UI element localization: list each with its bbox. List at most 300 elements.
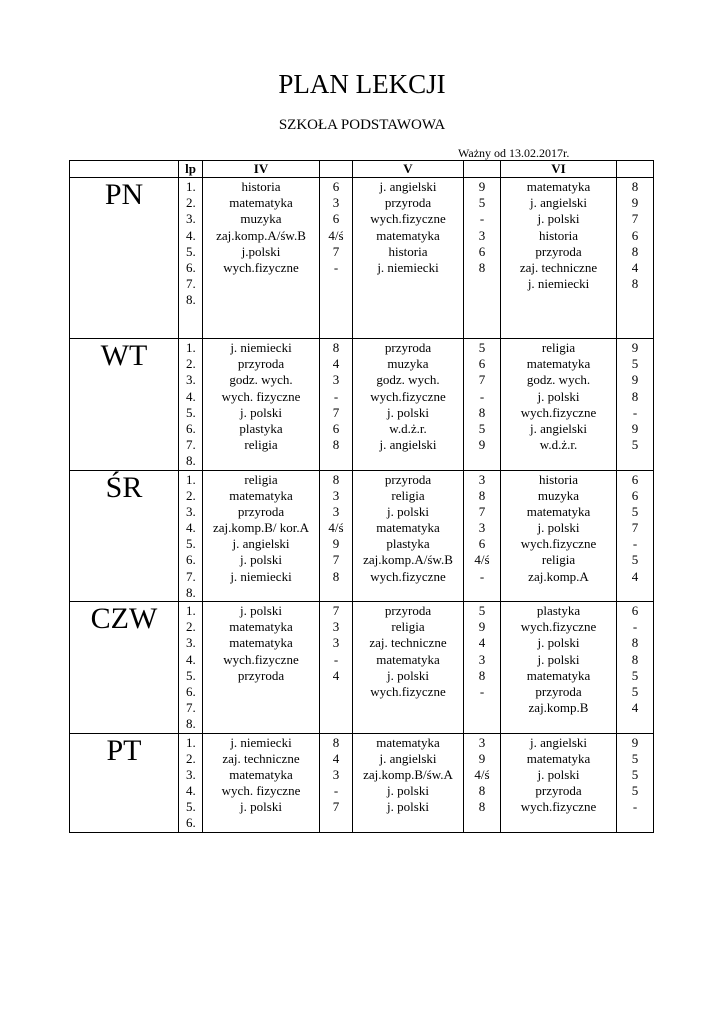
cell-entry: 7. xyxy=(186,700,196,716)
class-iv-subjects xyxy=(203,178,320,339)
cell-entry: 4 xyxy=(631,259,639,275)
cell-entry: wych.fizyczne xyxy=(370,388,446,404)
cell-entry: 4/ś xyxy=(328,520,344,536)
cell-entry: 4. xyxy=(186,227,196,243)
cell-entry: 7 xyxy=(332,243,340,259)
cell-entry: 5 xyxy=(631,683,639,699)
cell-entry: 3 xyxy=(478,651,486,667)
cell-entry: 5 xyxy=(631,437,639,453)
cell-entry: 7 xyxy=(332,799,340,815)
cell-entry: 6. xyxy=(186,683,196,699)
cell-entry: 3. xyxy=(186,766,196,782)
school-name: SZKOŁA PODSTAWOWA xyxy=(278,117,446,133)
lesson-numbers xyxy=(179,339,203,471)
class-vi-rooms xyxy=(617,178,654,339)
cell-entry: 4. xyxy=(186,388,196,404)
cell-entry: plastyka xyxy=(536,603,581,618)
cell-entry: historia xyxy=(388,243,428,259)
header-class-vi: VI xyxy=(501,161,617,178)
cell-entry: 2. xyxy=(186,750,196,766)
class-vi-subjects xyxy=(501,178,617,339)
cell-entry: 7 xyxy=(332,552,340,568)
cell-entry xyxy=(464,716,500,732)
cell-entry: historia xyxy=(241,179,281,194)
cell-entry: j. angielski xyxy=(232,536,290,552)
class-vi-rooms xyxy=(617,470,654,602)
cell-entry: matematyka xyxy=(376,520,440,536)
cell-entry: wych.fizyczne xyxy=(223,651,299,667)
cell-entry: 4. xyxy=(186,651,196,667)
cell-entry: 8 xyxy=(478,404,486,420)
cell-entry: 8 xyxy=(478,783,486,799)
cell-entry: - xyxy=(333,651,339,667)
cell-entry: przyroda xyxy=(384,603,432,618)
class-vi-subjects xyxy=(501,339,617,471)
cell-entry: 3 xyxy=(332,619,340,635)
cell-entry: matematyka xyxy=(376,734,440,750)
cell-entry: 6 xyxy=(478,243,486,259)
cell-entry xyxy=(617,292,653,308)
cell-entry: 1. xyxy=(186,471,196,487)
cell-entry: 6 xyxy=(478,356,486,372)
cell-entry xyxy=(203,453,319,469)
cell-entry: 4. xyxy=(186,520,196,536)
cell-entry: w.d.ż.r. xyxy=(389,420,427,436)
cell-entry: j. angielski xyxy=(379,750,437,766)
cell-entry: 9 xyxy=(631,195,639,211)
cell-entry xyxy=(320,815,352,831)
cell-entry xyxy=(501,716,616,732)
cell-entry xyxy=(203,700,319,716)
cell-entry: wych.fizyczne xyxy=(520,799,597,815)
cell-entry: zaj.komp.A/św.B xyxy=(363,552,453,568)
cell-entry: muzyka xyxy=(240,211,282,227)
cell-entry: 9 xyxy=(631,420,639,436)
cell-entry: religia xyxy=(391,619,425,635)
cell-entry: matematyka xyxy=(376,651,440,667)
class-vi-subjects xyxy=(501,733,617,832)
cell-entry: przyroda xyxy=(535,783,582,799)
cell-entry xyxy=(353,700,463,716)
class-v-subjects xyxy=(353,602,464,734)
cell-entry: 7 xyxy=(478,372,486,388)
cell-entry xyxy=(353,585,463,601)
header-day xyxy=(70,161,179,178)
cell-entry: 5 xyxy=(478,420,486,436)
cell-entry: 4/ś xyxy=(474,552,490,568)
cell-entry: 9 xyxy=(631,372,639,388)
cell-entry xyxy=(203,276,319,292)
cell-entry: religia xyxy=(541,340,576,355)
timetable xyxy=(69,160,654,833)
cell-entry: j. polski xyxy=(537,211,580,227)
cell-entry: j. polski xyxy=(240,552,282,568)
cell-entry: 8 xyxy=(478,799,486,815)
header-class-iv: IV xyxy=(203,161,320,178)
cell-entry xyxy=(464,815,500,831)
cell-entry: zaj. techniczne xyxy=(369,635,447,651)
class-iv-rooms xyxy=(320,470,353,602)
cell-entry: 3 xyxy=(332,487,340,503)
cell-entry: historia xyxy=(539,471,578,487)
cell-entry: 5 xyxy=(478,340,486,355)
class-iv-rooms xyxy=(320,602,353,734)
class-v-rooms xyxy=(464,339,501,471)
cell-entry: j. polski xyxy=(240,603,282,618)
cell-entry: matematyka xyxy=(229,635,293,651)
cell-entry: 3 xyxy=(478,734,486,750)
cell-entry: godz. wych. xyxy=(526,372,591,388)
cell-entry: 9 xyxy=(332,536,340,552)
cell-entry: 8. xyxy=(186,453,196,469)
cell-entry xyxy=(203,684,319,700)
cell-entry xyxy=(353,716,463,732)
cell-entry: przyroda xyxy=(535,683,582,699)
cell-entry: 8 xyxy=(332,471,340,487)
day-label: WT xyxy=(70,339,179,471)
cell-entry: 8 xyxy=(478,667,486,683)
cell-entry xyxy=(320,453,352,469)
cell-entry: 4 xyxy=(332,356,340,372)
cell-entry: 2. xyxy=(186,487,196,503)
lesson-numbers xyxy=(179,178,203,339)
class-iv-rooms xyxy=(320,339,353,471)
day-label: CZW xyxy=(70,602,179,734)
cell-entry: 9 xyxy=(478,437,486,453)
cell-entry: przyroda xyxy=(237,667,285,683)
cell-entry: 5. xyxy=(186,536,196,552)
cell-entry: j. polski xyxy=(387,667,429,683)
cell-entry: 5 xyxy=(631,750,639,766)
cell-entry: - xyxy=(333,259,339,275)
cell-entry: j. niemiecki xyxy=(230,568,292,584)
cell-entry: 7. xyxy=(186,568,196,584)
cell-entry xyxy=(464,585,500,601)
cell-entry xyxy=(203,716,319,732)
cell-entry xyxy=(617,453,653,469)
cell-entry xyxy=(320,292,352,308)
lesson-numbers xyxy=(179,602,203,734)
cell-entry: 7 xyxy=(631,520,639,536)
cell-entry: j. angielski xyxy=(529,420,588,436)
class-iv-rooms xyxy=(320,178,353,339)
cell-entry xyxy=(617,716,653,732)
cell-entry xyxy=(353,292,463,308)
cell-entry: j. polski xyxy=(387,799,429,815)
cell-entry: j.polski xyxy=(241,243,281,259)
cell-entry: zaj.komp.A xyxy=(528,568,589,584)
cell-entry: 8 xyxy=(332,340,340,355)
cell-entry xyxy=(464,700,500,716)
cell-entry: - xyxy=(632,404,638,420)
cell-entry: j. niemiecki xyxy=(230,734,292,750)
cell-entry: godz. wych. xyxy=(229,372,293,388)
cell-entry: 8 xyxy=(631,651,639,667)
cell-entry: - xyxy=(479,683,485,699)
cell-entry xyxy=(203,585,319,601)
cell-entry: 6 xyxy=(631,471,639,487)
cell-entry: 6 xyxy=(631,227,639,243)
class-iv-subjects xyxy=(203,339,320,471)
cell-entry xyxy=(353,276,463,292)
cell-entry: plastyka xyxy=(239,420,283,436)
cell-entry: 1. xyxy=(186,603,196,618)
cell-entry: matematyka xyxy=(376,227,440,243)
cell-entry: 5 xyxy=(631,503,639,519)
cell-entry xyxy=(501,815,616,831)
cell-entry: zaj.komp.A/św.B xyxy=(216,227,306,243)
cell-entry: 4 xyxy=(631,700,639,716)
cell-entry: 6 xyxy=(631,487,639,503)
cell-entry xyxy=(501,292,616,308)
cell-entry: religia xyxy=(391,487,425,503)
cell-entry: przyroda xyxy=(237,356,285,372)
cell-entry: 8 xyxy=(332,437,340,453)
class-iv-subjects xyxy=(203,470,320,602)
cell-entry xyxy=(501,453,616,469)
cell-entry: - xyxy=(479,211,485,227)
cell-entry: 6. xyxy=(186,259,196,275)
cell-entry: zaj. techniczne xyxy=(519,259,598,275)
lesson-numbers xyxy=(179,733,203,832)
valid-date: Ważny od 13.02.2017r. xyxy=(458,146,570,160)
class-vi-rooms xyxy=(617,339,654,471)
cell-entry: - xyxy=(632,536,638,552)
cell-entry: 3 xyxy=(332,766,340,782)
cell-entry: 8 xyxy=(631,179,639,194)
cell-entry xyxy=(353,815,463,831)
cell-entry: 9 xyxy=(478,179,486,194)
cell-entry: w.d.ż.r. xyxy=(539,437,578,453)
cell-entry: j. polski xyxy=(240,404,282,420)
cell-entry: wych.fizyczne xyxy=(223,259,299,275)
day-label: PT xyxy=(70,733,179,832)
cell-entry: wych. fizyczne xyxy=(221,388,301,404)
cell-entry: matematyka xyxy=(229,195,293,211)
cell-entry: wych.fizyczne xyxy=(370,568,446,584)
cell-entry: j. polski xyxy=(387,503,429,519)
day-row xyxy=(70,178,654,339)
cell-entry: 6. xyxy=(186,815,196,831)
cell-entry: wych.fizyczne xyxy=(370,683,446,699)
cell-entry: 8 xyxy=(631,635,639,651)
cell-entry: 8. xyxy=(186,584,196,600)
cell-entry: 4 xyxy=(478,635,486,651)
cell-entry: godz. wych. xyxy=(376,372,440,388)
cell-entry: 8 xyxy=(478,487,486,503)
cell-entry: matematyka xyxy=(526,179,591,194)
cell-entry: j. polski xyxy=(537,520,580,536)
cell-entry xyxy=(203,292,319,308)
cell-entry: 6 xyxy=(332,420,340,436)
cell-entry: przyroda xyxy=(237,503,285,519)
cell-entry: 3 xyxy=(478,520,486,536)
header-lp: lp xyxy=(179,161,203,178)
cell-entry: 8 xyxy=(631,388,639,404)
cell-entry: j. polski xyxy=(537,766,580,782)
cell-entry: j. polski xyxy=(240,799,282,815)
day-row xyxy=(70,470,654,602)
cell-entry: 7 xyxy=(631,211,639,227)
cell-entry: j. polski xyxy=(387,404,429,420)
class-vi-subjects xyxy=(501,602,617,734)
class-iv-subjects xyxy=(203,602,320,734)
cell-entry: j. angielski xyxy=(529,195,588,211)
cell-entry: 4/ś xyxy=(328,227,344,243)
cell-entry: 6 xyxy=(332,179,340,194)
cell-entry: matematyka xyxy=(526,503,591,519)
cell-entry: 1. xyxy=(186,179,196,194)
cell-entry: przyroda xyxy=(384,195,432,211)
cell-entry: - xyxy=(479,388,485,404)
cell-entry: 3 xyxy=(478,471,486,487)
cell-entry: 6. xyxy=(186,420,196,436)
cell-entry: 5 xyxy=(478,603,486,618)
cell-entry: j. niemiecki xyxy=(230,340,292,355)
cell-entry: 3. xyxy=(186,503,196,519)
day-row xyxy=(70,602,654,734)
cell-entry: 8 xyxy=(332,568,340,584)
cell-entry: 9 xyxy=(478,619,486,635)
cell-entry: przyroda xyxy=(384,340,432,355)
cell-entry: 3 xyxy=(332,372,340,388)
cell-entry: - xyxy=(632,799,638,815)
cell-entry: 5 xyxy=(631,552,639,568)
cell-entry: 6 xyxy=(631,603,639,618)
cell-entry: 8. xyxy=(186,292,196,308)
cell-entry: wych.fizyczne xyxy=(520,619,597,635)
cell-entry: zaj.komp.B/św.A xyxy=(363,766,453,782)
cell-entry: muzyka xyxy=(537,487,580,503)
cell-entry: religia xyxy=(244,437,278,453)
day-row xyxy=(70,733,654,832)
cell-entry: 7 xyxy=(332,404,340,420)
cell-entry xyxy=(203,815,319,831)
cell-entry: - xyxy=(479,568,485,584)
class-iv-rooms xyxy=(320,733,353,832)
cell-entry: historia xyxy=(539,227,578,243)
cell-entry xyxy=(320,585,352,601)
cell-entry: zaj. techniczne xyxy=(222,750,300,766)
cell-entry: 7 xyxy=(478,503,486,519)
class-vi-rooms xyxy=(617,733,654,832)
cell-entry: przyroda xyxy=(384,471,432,487)
cell-entry: j. angielski xyxy=(529,734,588,750)
cell-entry: 5 xyxy=(631,766,639,782)
cell-entry: - xyxy=(333,783,339,799)
cell-entry: j. angielski xyxy=(379,437,437,453)
cell-entry: 2. xyxy=(186,195,196,211)
cell-entry xyxy=(617,585,653,601)
cell-entry: 8 xyxy=(631,243,639,259)
cell-entry: 3 xyxy=(478,227,486,243)
cell-entry: 4 xyxy=(631,568,639,584)
cell-entry: j. angielski xyxy=(379,179,437,194)
class-v-subjects xyxy=(353,470,464,602)
header-class-v: V xyxy=(353,161,464,178)
cell-entry: 5. xyxy=(186,404,196,420)
header-row xyxy=(70,161,654,178)
cell-entry: matematyka xyxy=(229,619,293,635)
cell-entry: matematyka xyxy=(526,356,591,372)
cell-entry: wych. fizyczne xyxy=(221,783,301,799)
header-room-v xyxy=(464,161,501,178)
class-v-subjects xyxy=(353,733,464,832)
cell-entry: j. polski xyxy=(537,651,580,667)
class-v-subjects xyxy=(353,339,464,471)
cell-entry: 2. xyxy=(186,356,196,372)
cell-entry xyxy=(320,684,352,700)
cell-entry: 5 xyxy=(631,783,639,799)
cell-entry: 5. xyxy=(186,243,196,259)
cell-entry xyxy=(501,585,616,601)
cell-entry: muzyka xyxy=(387,356,429,372)
cell-entry: 9 xyxy=(631,340,639,355)
cell-entry: 3 xyxy=(332,635,340,651)
cell-entry: 5 xyxy=(631,667,639,683)
class-v-subjects xyxy=(353,178,464,339)
cell-entry: matematyka xyxy=(229,487,293,503)
class-v-rooms xyxy=(464,470,501,602)
day-label: PN xyxy=(70,178,179,339)
cell-entry: 6 xyxy=(478,536,486,552)
day-label: ŚR xyxy=(70,470,179,602)
cell-entry: religia xyxy=(541,552,576,568)
cell-entry: zaj.komp.B/ kor.A xyxy=(212,520,310,536)
cell-entry: j. niemiecki xyxy=(377,259,439,275)
cell-entry: matematyka xyxy=(526,667,591,683)
cell-entry: 3 xyxy=(332,503,340,519)
cell-entry: zaj.komp.B xyxy=(528,700,589,716)
class-iv-subjects xyxy=(203,733,320,832)
cell-entry: - xyxy=(333,388,339,404)
class-vi-rooms xyxy=(617,602,654,734)
cell-entry: 4/ś xyxy=(474,766,490,782)
cell-entry: 7 xyxy=(332,603,340,618)
cell-entry: wych.fizyczne xyxy=(370,211,446,227)
cell-entry: 3. xyxy=(186,372,196,388)
cell-entry: przyroda xyxy=(535,243,582,259)
page-title: PLAN LEKCJI xyxy=(278,69,446,99)
cell-entry xyxy=(464,276,500,292)
cell-entry: - xyxy=(632,619,638,635)
cell-entry: plastyka xyxy=(386,536,430,552)
cell-entry: 7. xyxy=(186,437,196,453)
cell-entry xyxy=(320,716,352,732)
cell-entry: matematyka xyxy=(526,750,591,766)
cell-entry: matematyka xyxy=(229,766,293,782)
cell-entry xyxy=(464,292,500,308)
cell-entry: 6 xyxy=(332,211,340,227)
cell-entry: wych.fizyczne xyxy=(520,404,597,420)
cell-entry xyxy=(320,700,352,716)
class-vi-subjects xyxy=(501,470,617,602)
cell-entry: 4 xyxy=(332,750,340,766)
cell-entry: 5 xyxy=(478,195,486,211)
header-room-iv xyxy=(320,161,353,178)
cell-entry: 4. xyxy=(186,783,196,799)
cell-entry: 1. xyxy=(186,340,196,355)
cell-entry: 1. xyxy=(186,734,196,750)
cell-entry: j. polski xyxy=(537,388,580,404)
cell-entry: 8 xyxy=(332,734,340,750)
class-v-rooms xyxy=(464,733,501,832)
cell-entry: j. polski xyxy=(537,635,580,651)
cell-entry: 3. xyxy=(186,635,196,651)
cell-entry: 2. xyxy=(186,619,196,635)
cell-entry xyxy=(464,453,500,469)
cell-entry: 5 xyxy=(631,356,639,372)
